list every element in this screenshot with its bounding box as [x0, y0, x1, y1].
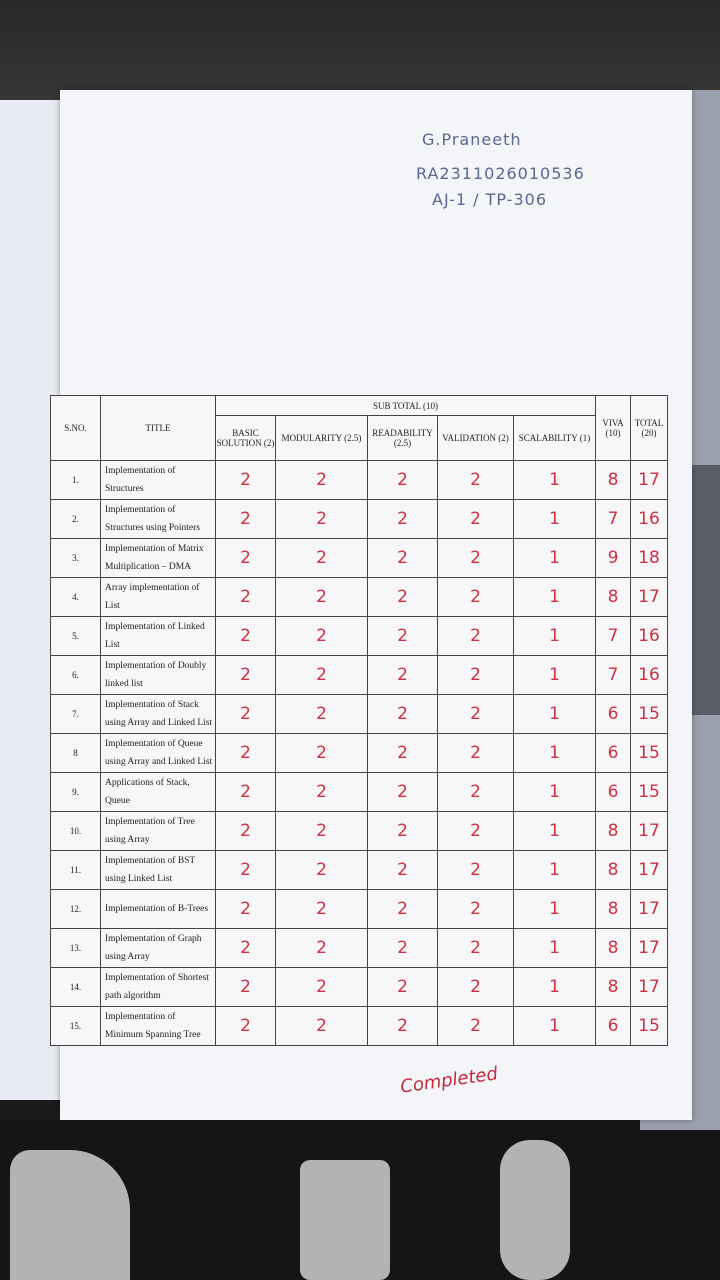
row-sno: 5.	[51, 617, 101, 656]
scalability-mark: 1	[514, 968, 596, 1007]
record-page	[60, 90, 692, 1120]
table-row	[51, 617, 668, 656]
marks-table	[50, 395, 668, 1046]
validation-mark: 2	[438, 812, 514, 851]
row-title: Implementation of Structures	[101, 461, 216, 500]
header-sno: S.NO.	[51, 396, 101, 461]
row-sno: 3.	[51, 539, 101, 578]
completed-remark: Completed	[399, 1063, 500, 1098]
modularity-mark: 2	[276, 812, 368, 851]
readability-mark: 2	[368, 968, 438, 1007]
modularity-mark: 2	[276, 578, 368, 617]
validation-mark: 2	[438, 968, 514, 1007]
bg-pattern	[500, 1140, 570, 1280]
readability-mark: 2	[368, 773, 438, 812]
modularity-mark: 2	[276, 851, 368, 890]
viva-mark: 8	[596, 461, 631, 500]
modularity-mark: 2	[276, 773, 368, 812]
validation-mark: 2	[438, 851, 514, 890]
viva-mark: 8	[596, 929, 631, 968]
row-sno: 2.	[51, 500, 101, 539]
scalability-mark: 1	[514, 695, 596, 734]
row-title: Implementation of Tree using Array	[101, 812, 216, 851]
row-sno: 13.	[51, 929, 101, 968]
table-row	[51, 734, 668, 773]
row-sno: 7.	[51, 695, 101, 734]
viva-mark: 8	[596, 812, 631, 851]
table-row	[51, 812, 668, 851]
scalability-mark: 1	[514, 656, 596, 695]
row-sno: 9.	[51, 773, 101, 812]
readability-mark: 2	[368, 500, 438, 539]
bg-pattern	[300, 1160, 390, 1280]
basic-mark: 2	[216, 890, 276, 929]
table-row	[51, 773, 668, 812]
row-title: Implementation of Matrix Multiplication – DMA	[101, 539, 216, 578]
header-viva: VIVA (10)	[596, 396, 631, 461]
total-mark: 15	[631, 773, 668, 812]
scalability-mark: 1	[514, 461, 596, 500]
header-validation: VALIDATION (2)	[438, 416, 514, 461]
row-sno: 8	[51, 734, 101, 773]
viva-mark: 8	[596, 578, 631, 617]
scalability-mark: 1	[514, 1007, 596, 1046]
header-scalability: SCALABILITY (1)	[514, 416, 596, 461]
modularity-mark: 2	[276, 539, 368, 578]
modularity-mark: 2	[276, 929, 368, 968]
row-sno: 14.	[51, 968, 101, 1007]
validation-mark: 2	[438, 500, 514, 539]
table-row	[51, 578, 668, 617]
register-number: RA2311026010536	[416, 164, 585, 183]
total-mark: 15	[631, 1007, 668, 1046]
total-mark: 15	[631, 734, 668, 773]
basic-mark: 2	[216, 773, 276, 812]
total-mark: 17	[631, 968, 668, 1007]
modularity-mark: 2	[276, 968, 368, 1007]
basic-mark: 2	[216, 461, 276, 500]
row-title: Array implementation of List	[101, 578, 216, 617]
total-mark: 17	[631, 890, 668, 929]
row-title: Implementation of Shortest path algorithm	[101, 968, 216, 1007]
viva-mark: 6	[596, 773, 631, 812]
modularity-mark: 2	[276, 617, 368, 656]
total-mark: 16	[631, 656, 668, 695]
validation-mark: 2	[438, 773, 514, 812]
scalability-mark: 1	[514, 578, 596, 617]
viva-mark: 8	[596, 968, 631, 1007]
row-title: Implementation of Stack using Array and Linked List	[101, 695, 216, 734]
scalability-mark: 1	[514, 773, 596, 812]
row-sno: 12.	[51, 890, 101, 929]
readability-mark: 2	[368, 929, 438, 968]
scalability-mark: 1	[514, 539, 596, 578]
table-row	[51, 461, 668, 500]
modularity-mark: 2	[276, 500, 368, 539]
row-title: Implementation of Linked List	[101, 617, 216, 656]
scalability-mark: 1	[514, 890, 596, 929]
basic-mark: 2	[216, 578, 276, 617]
table-row	[51, 968, 668, 1007]
row-sno: 1.	[51, 461, 101, 500]
readability-mark: 2	[368, 539, 438, 578]
readability-mark: 2	[368, 812, 438, 851]
readability-mark: 2	[368, 656, 438, 695]
readability-mark: 2	[368, 890, 438, 929]
basic-mark: 2	[216, 734, 276, 773]
validation-mark: 2	[438, 929, 514, 968]
validation-mark: 2	[438, 617, 514, 656]
validation-mark: 2	[438, 734, 514, 773]
basic-mark: 2	[216, 656, 276, 695]
validation-mark: 2	[438, 461, 514, 500]
total-mark: 16	[631, 500, 668, 539]
header-total: TOTAL (20)	[631, 396, 668, 461]
basic-mark: 2	[216, 500, 276, 539]
header-basic: BASIC SOLUTION (2)	[216, 416, 276, 461]
bg-pattern	[10, 1150, 130, 1280]
header-sub-total: SUB TOTAL (10)	[216, 396, 596, 416]
basic-mark: 2	[216, 812, 276, 851]
row-sno: 15.	[51, 1007, 101, 1046]
row-title: Implementation of B-Trees	[101, 890, 216, 929]
modularity-mark: 2	[276, 734, 368, 773]
row-title: Implementation of Queue using Array and Linked List	[101, 734, 216, 773]
modularity-mark: 2	[276, 695, 368, 734]
basic-mark: 2	[216, 617, 276, 656]
row-title: Implementation of Minimum Spanning Tree	[101, 1007, 216, 1046]
row-title: Implementation of Doubly linked list	[101, 656, 216, 695]
row-title: Implementation of Graph using Array	[101, 929, 216, 968]
readability-mark: 2	[368, 734, 438, 773]
total-mark: 16	[631, 617, 668, 656]
readability-mark: 2	[368, 461, 438, 500]
total-mark: 18	[631, 539, 668, 578]
viva-mark: 7	[596, 617, 631, 656]
viva-mark: 6	[596, 1007, 631, 1046]
basic-mark: 2	[216, 1007, 276, 1046]
row-sno: 11.	[51, 851, 101, 890]
scalability-mark: 1	[514, 617, 596, 656]
table-row	[51, 1007, 668, 1046]
validation-mark: 2	[438, 656, 514, 695]
row-title: Applications of Stack, Queue	[101, 773, 216, 812]
viva-mark: 7	[596, 656, 631, 695]
table-row	[51, 500, 668, 539]
validation-mark: 2	[438, 578, 514, 617]
student-name: G.Praneeth	[422, 130, 522, 149]
readability-mark: 2	[368, 578, 438, 617]
basic-mark: 2	[216, 695, 276, 734]
header-modularity: MODULARITY (2.5)	[276, 416, 368, 461]
total-mark: 17	[631, 461, 668, 500]
viva-mark: 6	[596, 734, 631, 773]
modularity-mark: 2	[276, 656, 368, 695]
table-row	[51, 890, 668, 929]
section: AJ-1 / TP-306	[432, 190, 547, 209]
total-mark: 17	[631, 929, 668, 968]
viva-mark: 7	[596, 500, 631, 539]
readability-mark: 2	[368, 695, 438, 734]
viva-mark: 8	[596, 890, 631, 929]
total-mark: 17	[631, 812, 668, 851]
basic-mark: 2	[216, 929, 276, 968]
basic-mark: 2	[216, 539, 276, 578]
row-title: Implementation of BST using Linked List	[101, 851, 216, 890]
basic-mark: 2	[216, 968, 276, 1007]
table-row	[51, 929, 668, 968]
row-sno: 10.	[51, 812, 101, 851]
validation-mark: 2	[438, 695, 514, 734]
header-title: TITLE	[101, 396, 216, 461]
modularity-mark: 2	[276, 461, 368, 500]
viva-mark: 8	[596, 851, 631, 890]
scalability-mark: 1	[514, 929, 596, 968]
row-title: Implementation of Structures using Pointers	[101, 500, 216, 539]
header-readability: READABILITY (2.5)	[368, 416, 438, 461]
basic-mark: 2	[216, 851, 276, 890]
table-row	[51, 656, 668, 695]
scalability-mark: 1	[514, 851, 596, 890]
scalability-mark: 1	[514, 500, 596, 539]
total-mark: 15	[631, 695, 668, 734]
validation-mark: 2	[438, 539, 514, 578]
viva-mark: 6	[596, 695, 631, 734]
table-row	[51, 851, 668, 890]
readability-mark: 2	[368, 851, 438, 890]
validation-mark: 2	[438, 890, 514, 929]
modularity-mark: 2	[276, 1007, 368, 1046]
table-row	[51, 539, 668, 578]
modularity-mark: 2	[276, 890, 368, 929]
total-mark: 17	[631, 851, 668, 890]
scalability-mark: 1	[514, 812, 596, 851]
validation-mark: 2	[438, 1007, 514, 1046]
row-sno: 6.	[51, 656, 101, 695]
readability-mark: 2	[368, 617, 438, 656]
row-sno: 4.	[51, 578, 101, 617]
scalability-mark: 1	[514, 734, 596, 773]
total-mark: 17	[631, 578, 668, 617]
readability-mark: 2	[368, 1007, 438, 1046]
viva-mark: 9	[596, 539, 631, 578]
table-row	[51, 695, 668, 734]
